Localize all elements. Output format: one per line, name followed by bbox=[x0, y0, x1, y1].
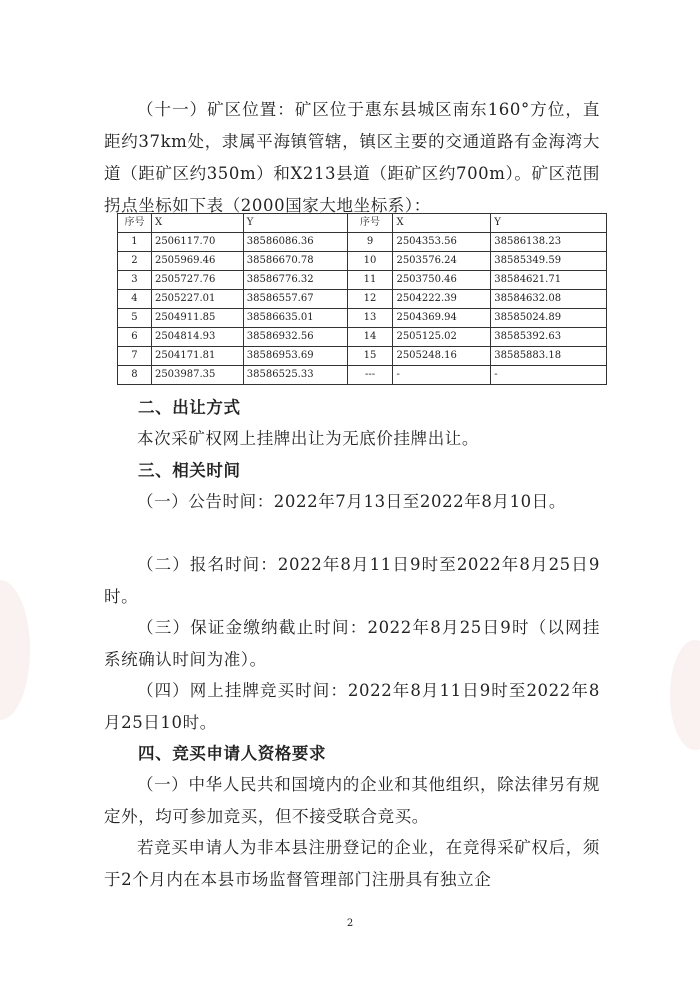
table-cell: 11 bbox=[347, 271, 393, 290]
location-paragraph: （十一）矿区位置：矿区位于惠东县城区南东160°方位，直距约37km处，隶属平海镇管辖，镇区主要的交通道路有金海湾大道（距矿区约350m）和X213县道（距矿区约700m）。矿区范围拐点坐标如下表（2000国家大地坐标系）： bbox=[104, 100, 600, 215]
announcement-time: （一）公告时间：2022年7月13日至2022年8月10日。 bbox=[137, 492, 566, 511]
eligibility-item1: （一）中华人民共和国境内的企业和其他组织，除法律另有规定外，均可参加竞买，但不接受联合竞买。 bbox=[104, 775, 600, 826]
section2-text: 本次采矿权网上挂牌出让为无底价挂牌出让。 bbox=[137, 429, 479, 448]
table-header-row bbox=[118, 214, 607, 233]
table-cell: 38586138.23 bbox=[491, 233, 607, 252]
table-cell: 38585024.89 bbox=[491, 309, 607, 328]
table-cell: 2 bbox=[118, 252, 152, 271]
stamp-bleed-right bbox=[670, 640, 700, 750]
table-cell: 38586932.56 bbox=[243, 328, 347, 347]
table-cell: 4 bbox=[118, 290, 152, 309]
table-cell: - bbox=[491, 366, 607, 385]
table-cell: 6 bbox=[118, 328, 152, 347]
table-row bbox=[118, 347, 607, 366]
table-cell: 5 bbox=[118, 309, 152, 328]
table-cell: 15 bbox=[347, 347, 393, 366]
table-cell: 2503750.46 bbox=[393, 271, 491, 290]
table-cell: 2505969.46 bbox=[151, 252, 243, 271]
table-cell: 38586525.33 bbox=[243, 366, 347, 385]
table-cell: --- bbox=[347, 366, 393, 385]
table-cell: 10 bbox=[347, 252, 393, 271]
table-cell: 38585883.18 bbox=[491, 347, 607, 366]
table-cell: 13 bbox=[347, 309, 393, 328]
table-cell: 38586635.01 bbox=[243, 309, 347, 328]
table-row bbox=[118, 271, 607, 290]
table-cell: 12 bbox=[347, 290, 393, 309]
table-cell: 2504814.93 bbox=[151, 328, 243, 347]
table-row bbox=[118, 233, 607, 252]
table-cell: 2504353.56 bbox=[393, 233, 491, 252]
table-cell: 2504911.85 bbox=[151, 309, 243, 328]
eligibility-para2: 若竞买申请人为非本县注册登记的企业，在竞得采矿权后，须于2个月内在本县市场监督管理部门注册具有独立企 bbox=[104, 838, 600, 889]
table-cell: 38586670.78 bbox=[243, 252, 347, 271]
table-cell: 8 bbox=[118, 366, 152, 385]
table-cell: 38586086.36 bbox=[243, 233, 347, 252]
table-cell: 38585392.63 bbox=[491, 328, 607, 347]
bidding-time: （四）网上挂牌竞买时间：2022年8月11日9时至2022年8月25日10时。 bbox=[104, 681, 600, 732]
column-header: X bbox=[393, 214, 491, 233]
section2-heading: 二、出让方式 bbox=[138, 398, 241, 417]
table-cell: 7 bbox=[118, 347, 152, 366]
section4-heading: 四、竞买申请人资格要求 bbox=[138, 744, 327, 763]
table-row bbox=[118, 290, 607, 309]
table-cell: 2503987.35 bbox=[151, 366, 243, 385]
table-cell: 38586776.32 bbox=[243, 271, 347, 290]
table-cell: 38586557.67 bbox=[243, 290, 347, 309]
table-cell: 2505227.01 bbox=[151, 290, 243, 309]
deposit-deadline: （三）保证金缴纳截止时间：2022年8月25日9时（以网挂系统确认时间为准）。 bbox=[104, 618, 600, 669]
table-cell: 14 bbox=[347, 328, 393, 347]
coordinate-table bbox=[117, 213, 607, 385]
table-cell: 1 bbox=[118, 233, 152, 252]
table-cell: - bbox=[393, 366, 491, 385]
table-cell: 9 bbox=[347, 233, 393, 252]
table-cell: 2504222.39 bbox=[393, 290, 491, 309]
table-cell: 2505248.16 bbox=[393, 347, 491, 366]
section3-heading: 三、相关时间 bbox=[138, 461, 241, 480]
table-cell: 2504171.81 bbox=[151, 347, 243, 366]
page-number: 2 bbox=[346, 918, 354, 929]
registration-time: （二）报名时间：2022年8月11日9时至2022年8月25日9时。 bbox=[104, 555, 600, 606]
table-row bbox=[118, 366, 607, 385]
column-header: X bbox=[151, 214, 243, 233]
table-row bbox=[118, 252, 607, 271]
table-cell: 2506117.70 bbox=[151, 233, 243, 252]
table-cell: 38584621.71 bbox=[491, 271, 607, 290]
table-cell: 2505125.02 bbox=[393, 328, 491, 347]
table-row bbox=[118, 309, 607, 328]
table-cell: 2504369.94 bbox=[393, 309, 491, 328]
table-cell: 38586953.69 bbox=[243, 347, 347, 366]
column-header: Y bbox=[243, 214, 347, 233]
table-row bbox=[118, 328, 607, 347]
stamp-bleed-left bbox=[0, 580, 30, 720]
column-header: 序号 bbox=[118, 214, 152, 233]
table-cell: 3 bbox=[118, 271, 152, 290]
column-header: 序号 bbox=[347, 214, 393, 233]
table-cell: 2505727.76 bbox=[151, 271, 243, 290]
table-cell: 38585349.59 bbox=[491, 252, 607, 271]
column-header: Y bbox=[491, 214, 607, 233]
table-cell: 2503576.24 bbox=[393, 252, 491, 271]
table-cell: 38584632.08 bbox=[491, 290, 607, 309]
